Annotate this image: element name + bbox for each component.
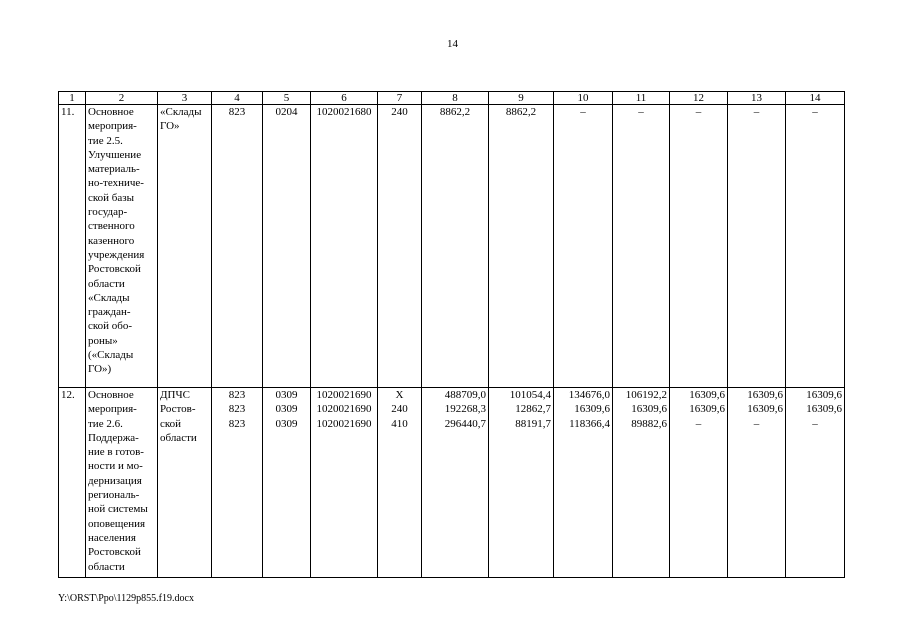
line-value: 16309,6 [689, 389, 725, 401]
cell-grbs: 823 [212, 105, 263, 388]
line-value: 823 [228, 417, 246, 430]
line-value: Х [395, 389, 404, 401]
header-cell: 8 [422, 92, 489, 105]
line-value: 410 [391, 417, 408, 430]
header-cell: 11 [613, 92, 670, 105]
line-value: 0309 [275, 389, 298, 401]
line-value: 823 [228, 389, 246, 401]
cell-year [786, 388, 845, 578]
cell-year: – [613, 105, 670, 388]
row-number: 12. [59, 388, 86, 578]
row-number: 11. [59, 105, 86, 388]
header-cell: 7 [378, 92, 422, 105]
line-value: 16309,6 [806, 403, 842, 416]
cell-total: 8862,2 [422, 105, 489, 388]
table-row-12 [59, 388, 845, 578]
measure-name: Основное мероприя- тие 2.5. Улучшение материаль- но-техниче- ской базы государ- ственного казенного учреждения Ростовской области «Склады граждан- ской обо- роны» («Склады ГО») [86, 105, 158, 388]
cell-year [670, 388, 728, 578]
page-number: 14 [447, 38, 458, 50]
header-cell: 9 [489, 92, 554, 105]
cell-year: – [728, 105, 786, 388]
budget-table [58, 91, 845, 578]
header-row [59, 92, 845, 105]
line-value: 89882,6 [631, 417, 667, 430]
line-value: 134676,0 [568, 389, 610, 401]
header-cell: 5 [263, 92, 311, 105]
line-value: 16309,6 [806, 389, 842, 401]
line-value: 16309,6 [747, 389, 783, 401]
cell-rzpr: 0204 [263, 105, 311, 388]
line-value: – [812, 417, 818, 430]
cell-grbs [212, 388, 263, 578]
executor: ДПЧС Ростов- ской области [158, 388, 212, 578]
cell-year [613, 388, 670, 578]
line-value: 1020021690 [316, 389, 372, 401]
cell-year: – [554, 105, 613, 388]
header-cell: 14 [786, 92, 845, 105]
cell-year [489, 388, 554, 578]
line-value: – [753, 417, 760, 430]
line-value: 1020021690 [316, 417, 372, 430]
header-cell: 4 [212, 92, 263, 105]
cell-year: – [786, 105, 845, 388]
line-value: – [695, 417, 702, 430]
line-value: 823 [228, 403, 246, 416]
line-value: 16309,6 [631, 403, 667, 416]
line-value: 488709,0 [444, 389, 486, 401]
cell-vr [378, 388, 422, 578]
cell-csr [311, 388, 378, 578]
header-cell: 2 [86, 92, 158, 105]
line-value: 118366,4 [569, 417, 610, 430]
line-value: 240 [391, 403, 408, 416]
cell-year [554, 388, 613, 578]
header-cell: 13 [728, 92, 786, 105]
line-value: 12862,7 [515, 403, 551, 416]
cell-rzpr [263, 388, 311, 578]
line-value: 16309,6 [574, 403, 610, 416]
cell-csr: 1020021680 [311, 105, 378, 388]
header-cell: 3 [158, 92, 212, 105]
header-cell: 12 [670, 92, 728, 105]
line-value: 296440,7 [444, 417, 486, 430]
line-value: 1020021690 [316, 403, 372, 416]
line-value: 0309 [275, 403, 298, 416]
line-value: 16309,6 [689, 403, 725, 416]
line-value: 101054,4 [509, 389, 551, 401]
executor: «Склады ГО» [158, 105, 212, 388]
table-row-11 [59, 105, 845, 388]
line-value: 0309 [275, 417, 298, 430]
line-value: 88191,7 [515, 417, 551, 430]
header-cell: 6 [311, 92, 378, 105]
cell-vr: 240 [378, 105, 422, 388]
cell-year: 8862,2 [489, 105, 554, 388]
line-value: 192268,3 [444, 403, 486, 416]
line-value: 16309,6 [747, 403, 783, 416]
header-cell: 10 [554, 92, 613, 105]
line-value: 106192,2 [625, 389, 667, 401]
measure-name: Основное мероприя- тие 2.6. Поддержа- ние в готов- ности и мо- дернизация региональ- ной системы оповещения населения Ростовской области [86, 388, 158, 578]
cell-total [422, 388, 489, 578]
file-path-footer: Y:\ORST\Ppo\1129p855.f19.docx [58, 593, 194, 604]
cell-year [728, 388, 786, 578]
header-cell: 1 [59, 92, 86, 105]
cell-year: – [670, 105, 728, 388]
